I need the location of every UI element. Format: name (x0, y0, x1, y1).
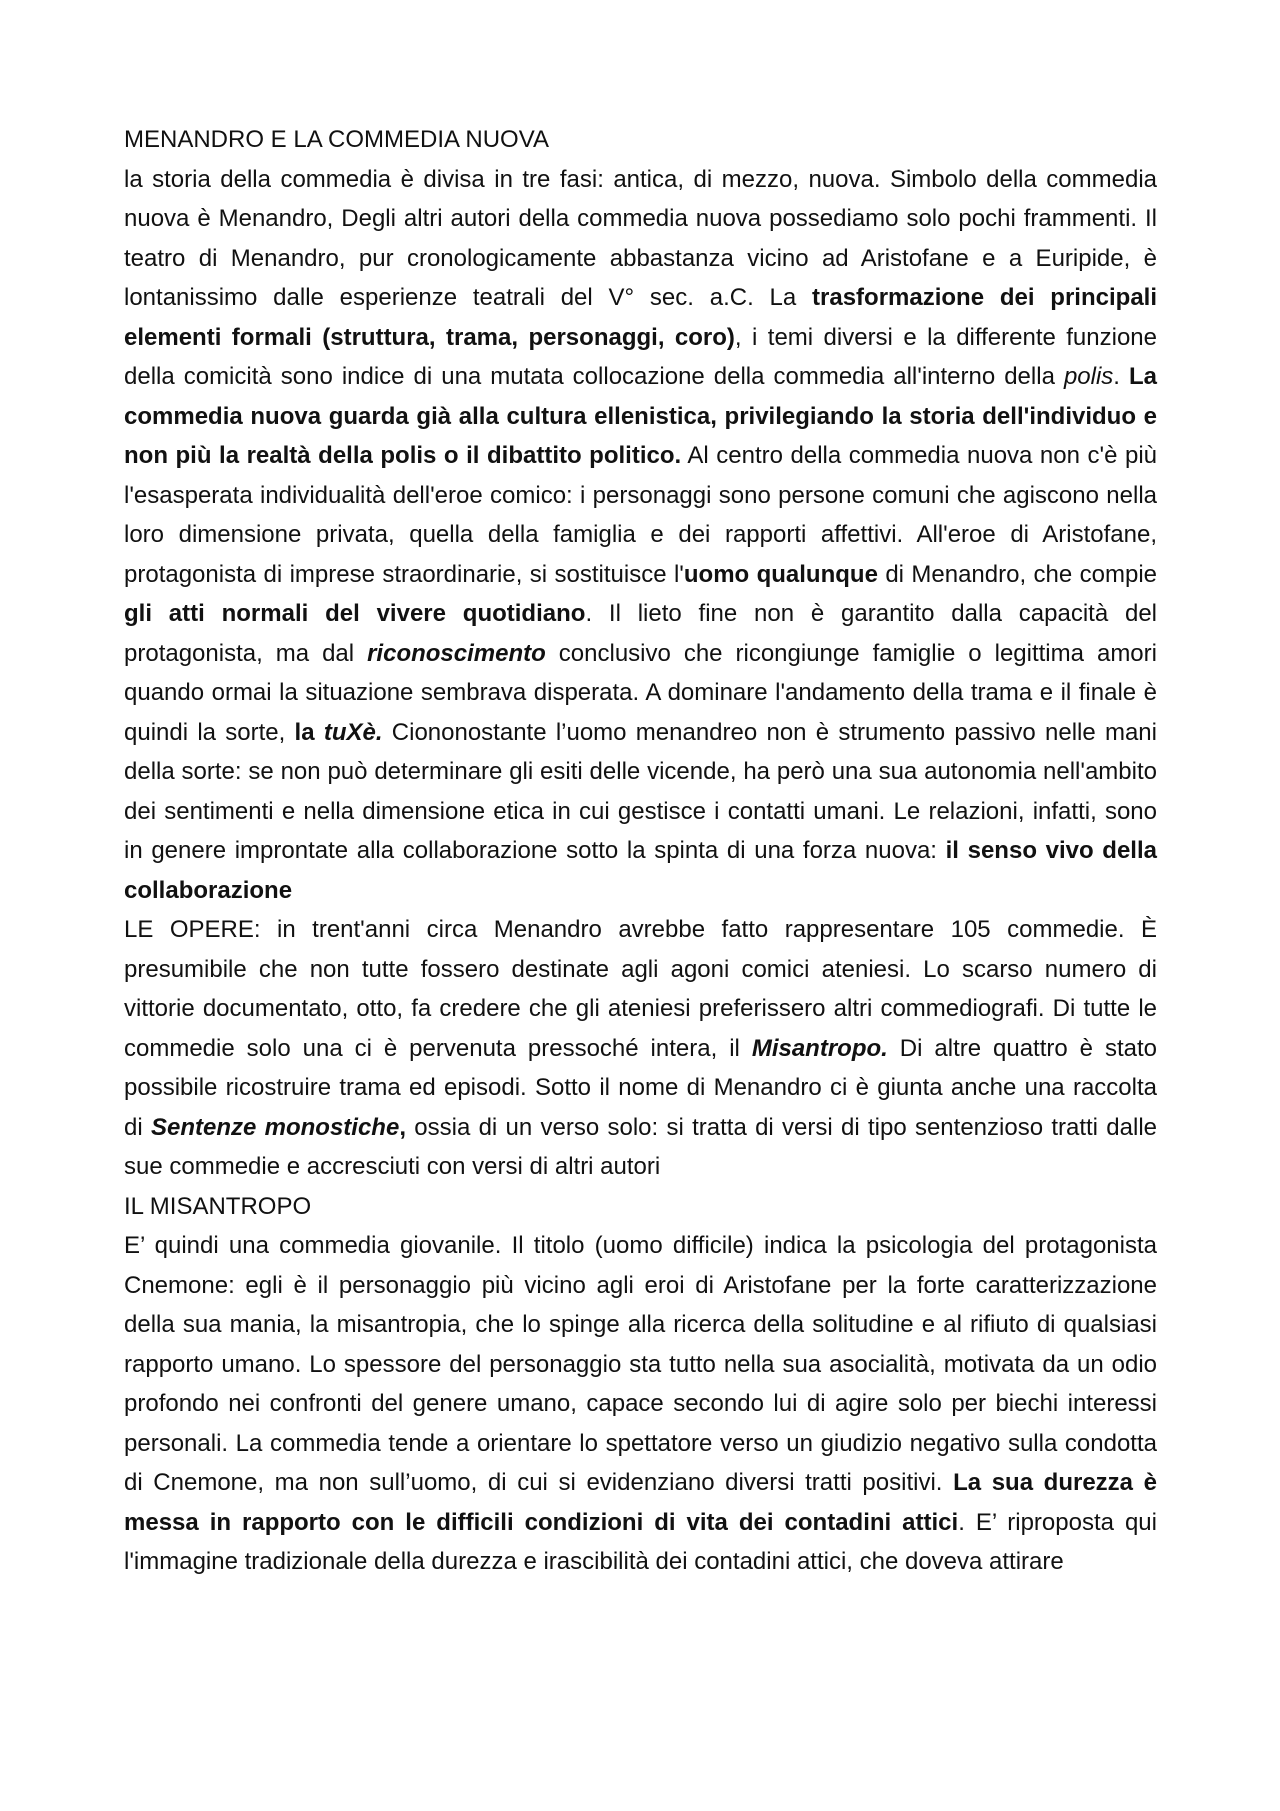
bold-run: trasformazione dei principali elementi formali (struttura, trama, personaggi, coro) (124, 284, 1157, 351)
bold-run: uomo qualunque (683, 560, 878, 588)
text-run: Di altre quattro è stato possibile ricostruire trama ed episodi. Sotto il nome di Menandro ci è giunta anche una raccolta di (124, 1034, 1158, 1141)
text-run: . (1113, 363, 1129, 390)
text-run: LE OPERE: in trent'anni circa Menandro avrebbe fatto rappresentare 105 commedie. È presumibile che non tutte fossero destinate agli agoni comici ateniesi. Lo scarso numero di vittorie documentato, otto, fa credere che gli ateniesi preferissero altri commediografi. Di tutte le commedie solo una ci è pervenuta pressoché intera, il (124, 916, 1157, 1062)
bold-italic-run (324, 719, 383, 746)
bold-italic-text: Misantropo. (751, 1034, 888, 1062)
bold-italic-text: tuXè. (323, 718, 383, 746)
paragraph-opere (124, 910, 1157, 1187)
text-run: ossia di un verso solo: si tratta di versi di tipo sentenzioso tratti dalle sue commedie e accresciuti con versi di altri autori (124, 1113, 1157, 1180)
bold-run: gli atti normali del vivere quotidiano (124, 600, 586, 627)
section-heading-misantropo: IL MISANTROPO (124, 1192, 312, 1220)
bold-italic-text: Sentenze monostiche (150, 1113, 400, 1141)
paragraph-intro (124, 160, 1157, 911)
bold-italic-text: riconoscimento (367, 639, 546, 667)
bold-run: La sua durezza è messa in rapporto con le difficili condizioni di vita dei contadini attici (124, 1469, 1157, 1536)
text-run: . Il lieto fine non è garantito dalla capacità del protagonista, ma dal (124, 600, 1157, 667)
bold-italic-run (367, 640, 546, 667)
text-run: . E’ riproposta qui l'immagine tradizionale della durezza e irascibilità dei contadini attici, che doveva attirare (124, 1508, 1157, 1575)
text-run: conclusivo che ricongiunge famiglie o legittima amori quando ormai la situazione sembrava disperata. A dominare l'andamento della trama e il finale è quindi la sorte, (124, 639, 1157, 746)
text-run: , i temi diversi e la differente funzione della comicità sono indice di una mutata collocazione della commedia all'interno della (124, 323, 1158, 390)
text-run: E’ quindi una commedia giovanile. Il titolo (uomo difficile) indica la psicologia del protagonista Cnemone: egli è il personaggio più vicino agli eroi di Aristofane per la forte caratterizzazione della sua mania, la misantropia, che lo spinge alla ricerca della solitudine e al rifiuto di qualsiasi rapporto umano. Lo spessore del personaggio sta tutto nella sua asocialità, motivata da un odio profondo nei confronti del genere umano, capace secondo lui di agire solo per biechi interessi personali. La commedia tende a orientare lo spettatore verso un giudizio negativo sulla condotta di Cnemone, ma non sull’uomo, di cui si evidenziano diversi tratti positivi. (124, 1232, 1157, 1496)
bold-run: la (294, 718, 324, 746)
bold-italic-run (151, 1114, 399, 1141)
bold-italic-run (752, 1035, 888, 1062)
bold-run: , (399, 1113, 406, 1141)
text-run: di Menandro, che compie (877, 560, 1157, 588)
text-run: Al centro della commedia nuova non c'è più l'esasperata individualità dell'eroe comico: i personaggi sono persone comuni che agiscono nella loro dimensione privata, quella della famiglia e dei rapporti affettivi. All'eroe di Aristofane, protagonista di imprese straordinarie, si sostituisce l' (124, 442, 1157, 588)
italic-run: polis (1063, 363, 1114, 390)
document-title: MENANDRO E LA COMMEDIA NUOVA (124, 126, 549, 153)
text-run: Ciononostante l’uomo menandreo non è strumento passivo nelle mani della sorte: se non può determinare gli esiti delle vicende, ha però una sua autonomia nell'ambito dei sentimenti e nella dimensione etica in cui gestisce i contatti umani. Le relazioni, infatti, sono in genere improntate alla collaborazione sotto la spinta di una forza nuova: (124, 718, 1157, 864)
text-run: la storia della commedia è divisa in tre fasi: antica, di mezzo, nuova. Simbolo della commedia nuova è Menandro, Degli altri autori della commedia nuova possediamo solo pochi frammenti. Il teatro di Menandro, pur cronologicamente abbastanza vicino ad Aristofane e a Euripide, è lontanissimo dalle esperienze teatrali del V° sec. a.C. La (124, 165, 1157, 311)
bold-run: il senso vivo della collaborazione (124, 837, 1157, 904)
bold-run: La commedia nuova guarda già alla cultura ellenistica, privilegiando la storia dell'individuo e non più la realtà della polis o il dibattito politico. (124, 363, 1157, 469)
paragraph-misantropo (124, 1226, 1157, 1582)
